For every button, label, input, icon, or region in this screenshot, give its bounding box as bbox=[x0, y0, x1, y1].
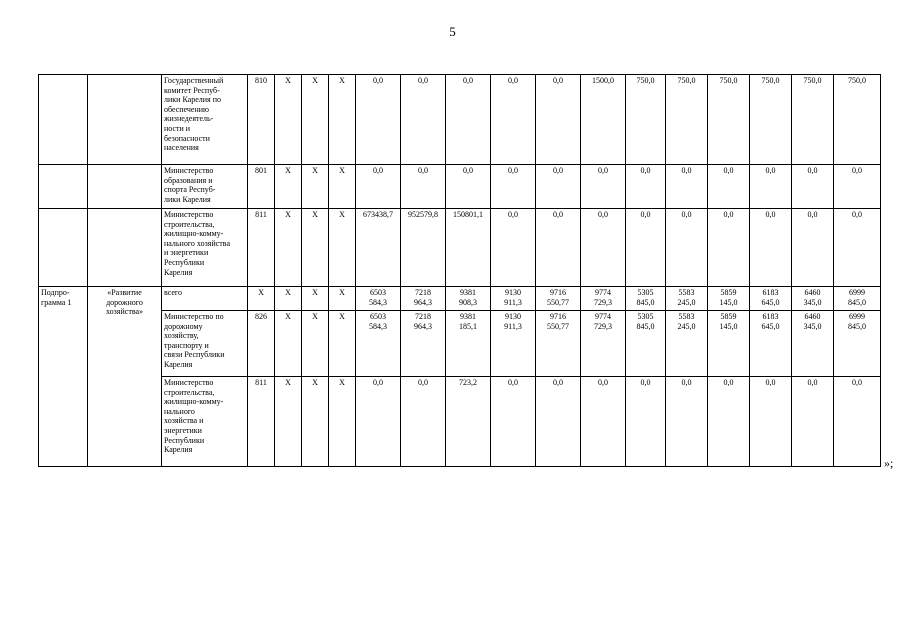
value-cell: 0,0 bbox=[834, 377, 881, 467]
value-part: 550,77 bbox=[547, 321, 569, 331]
executor-cell-line: Карелия bbox=[164, 445, 193, 455]
value-cell: 0,0 bbox=[626, 377, 666, 467]
value-cell: 0,0 bbox=[356, 165, 401, 209]
vr-cell: X bbox=[329, 75, 356, 165]
value-cell bbox=[356, 311, 401, 377]
value-cell: 750,0 bbox=[792, 75, 834, 165]
value-part: 550,77 bbox=[547, 297, 569, 307]
rz-cell: X bbox=[275, 377, 302, 467]
value-cell: 952579,8 bbox=[401, 209, 446, 287]
value-part: 9130 bbox=[505, 312, 521, 321]
table-row bbox=[39, 377, 881, 467]
executor-cell-line: Министерство bbox=[164, 166, 214, 175]
value-cell: 0,0 bbox=[834, 209, 881, 287]
executor-cell-line: жизнедеятель- bbox=[164, 114, 214, 124]
grbs-cell: 811 bbox=[248, 377, 275, 467]
executor-cell-line: дорожному bbox=[164, 321, 203, 331]
table-row bbox=[39, 311, 881, 377]
value-cell: 0,0 bbox=[708, 209, 750, 287]
value-cell: 750,0 bbox=[750, 75, 792, 165]
value-cell: 0,0 bbox=[708, 165, 750, 209]
closing-quote-mark: »; bbox=[884, 456, 894, 470]
budget-table bbox=[38, 74, 881, 467]
program-cell-line: грамма 1 bbox=[41, 297, 72, 307]
rz-cell: X bbox=[275, 165, 302, 209]
value-part: 908,3 bbox=[459, 297, 477, 307]
executor-cell bbox=[162, 209, 248, 287]
value-part: 9774 bbox=[595, 288, 611, 297]
value-cell bbox=[626, 311, 666, 377]
value-cell: 0,0 bbox=[750, 209, 792, 287]
value-cell bbox=[356, 287, 401, 311]
value-cell bbox=[446, 311, 491, 377]
value-cell: 0,0 bbox=[581, 209, 626, 287]
rz-cell: X bbox=[275, 209, 302, 287]
value-cell: 0,0 bbox=[792, 377, 834, 467]
value-part: 729,3 bbox=[594, 321, 612, 331]
value-cell: 0,0 bbox=[356, 377, 401, 467]
value-part: 6460 bbox=[804, 288, 821, 297]
value-cell: 0,0 bbox=[536, 165, 581, 209]
executor-cell bbox=[162, 287, 248, 311]
value-part: 645,0 bbox=[761, 297, 780, 307]
value-part: 845,0 bbox=[636, 321, 655, 331]
value-cell bbox=[750, 287, 792, 311]
executor-cell-line: лики Карелия по bbox=[164, 95, 222, 105]
value-cell: 0,0 bbox=[708, 377, 750, 467]
executor-cell bbox=[162, 377, 248, 467]
value-part: 911,3 bbox=[504, 321, 522, 331]
value-part: 7218 bbox=[415, 288, 431, 297]
value-part: 7218 bbox=[415, 312, 431, 321]
program-name-cell bbox=[88, 75, 162, 165]
rz-cell: X bbox=[275, 287, 302, 311]
vr-cell: X bbox=[329, 209, 356, 287]
value-cell: 0,0 bbox=[581, 377, 626, 467]
grbs-cell: X bbox=[248, 287, 275, 311]
executor-cell-line: Министерство bbox=[164, 210, 214, 219]
grbs-cell: 801 bbox=[248, 165, 275, 209]
value-cell: 0,0 bbox=[536, 75, 581, 165]
value-cell: 0,0 bbox=[536, 377, 581, 467]
executor-cell-line: комитет Респуб- bbox=[164, 85, 220, 95]
program-name-cell-line: хозяйства» bbox=[105, 307, 144, 317]
value-cell: 0,0 bbox=[401, 377, 446, 467]
value-cell: 750,0 bbox=[708, 75, 750, 165]
value-cell bbox=[834, 287, 881, 311]
executor-cell-line: Министерство bbox=[164, 378, 214, 387]
value-cell bbox=[708, 287, 750, 311]
rz-cell: X bbox=[275, 75, 302, 165]
value-part: 845,0 bbox=[636, 297, 655, 307]
value-part: 645,0 bbox=[761, 321, 780, 331]
executor-cell-line: спорта Респуб- bbox=[164, 185, 216, 195]
executor-cell-line: обеспечению bbox=[164, 104, 210, 114]
executor-cell-line: жилищно-комму- bbox=[164, 229, 224, 239]
executor-cell-line: хозяйству, bbox=[164, 331, 199, 341]
value-part: 845,0 bbox=[848, 321, 866, 331]
executor-cell bbox=[162, 165, 248, 209]
value-part: 845,0 bbox=[848, 297, 866, 307]
value-cell: 0,0 bbox=[446, 165, 491, 209]
executor-cell-line: жилищно-комму- bbox=[164, 397, 224, 407]
value-cell bbox=[536, 311, 581, 377]
value-part: 145,0 bbox=[719, 297, 738, 307]
value-part: 145,0 bbox=[719, 321, 738, 331]
value-part: 5583 bbox=[678, 288, 695, 297]
value-cell: 0,0 bbox=[401, 165, 446, 209]
value-part: 9130 bbox=[505, 288, 521, 297]
executor-cell-line: всего bbox=[164, 288, 183, 297]
executor-cell-line: связи Республики bbox=[164, 350, 225, 360]
program-cell bbox=[39, 209, 88, 287]
value-cell bbox=[491, 311, 536, 377]
value-cell: 0,0 bbox=[581, 165, 626, 209]
value-cell bbox=[750, 311, 792, 377]
executor-cell-line: Государственный bbox=[164, 76, 224, 85]
vr-cell: X bbox=[329, 311, 356, 377]
executor-cell-line: Республики bbox=[164, 257, 205, 267]
executor-cell-line: населения bbox=[164, 143, 199, 153]
value-part: 729,3 bbox=[594, 297, 612, 307]
value-cell: 750,0 bbox=[626, 75, 666, 165]
table-row bbox=[39, 209, 881, 287]
executor-cell-line: Карелия bbox=[164, 267, 193, 277]
executor-cell-line: безопасности bbox=[164, 133, 210, 143]
value-cell: 0,0 bbox=[491, 377, 536, 467]
value-cell: 0,0 bbox=[401, 75, 446, 165]
executor-cell bbox=[162, 75, 248, 165]
value-part: 584,3 bbox=[369, 321, 387, 331]
value-part: 9716 bbox=[550, 288, 566, 297]
executor-cell-line: Министерство по bbox=[164, 312, 224, 321]
value-cell: 673438,7 bbox=[356, 209, 401, 287]
value-cell: 0,0 bbox=[491, 75, 536, 165]
executor-cell-line: нального bbox=[164, 406, 195, 416]
value-part: 9716 bbox=[550, 312, 566, 321]
value-part: 5859 bbox=[720, 312, 737, 321]
value-part: 6503 bbox=[370, 288, 386, 297]
executor-cell-line: хозяйства и bbox=[164, 416, 204, 426]
value-cell: 0,0 bbox=[834, 165, 881, 209]
value-cell: 0,0 bbox=[356, 75, 401, 165]
value-cell: 1500,0 bbox=[581, 75, 626, 165]
value-part: 6183 bbox=[762, 312, 779, 321]
value-cell bbox=[708, 311, 750, 377]
value-part: 9381 bbox=[460, 312, 476, 321]
grbs-cell: 811 bbox=[248, 209, 275, 287]
value-part: 345,0 bbox=[803, 321, 822, 331]
executor-cell-line: ности и bbox=[164, 123, 191, 133]
value-cell: 0,0 bbox=[491, 209, 536, 287]
value-cell bbox=[491, 287, 536, 311]
value-cell bbox=[834, 311, 881, 377]
value-cell bbox=[581, 287, 626, 311]
value-cell: 0,0 bbox=[491, 165, 536, 209]
value-part: 5305 bbox=[637, 312, 654, 321]
program-name-cell-line: «Развитие bbox=[107, 288, 142, 297]
executor-cell-line: и энергетики bbox=[164, 248, 209, 258]
value-part: 5859 bbox=[720, 288, 737, 297]
program-cell bbox=[39, 287, 88, 467]
csr-cell: X bbox=[302, 311, 329, 377]
value-cell: 750,0 bbox=[834, 75, 881, 165]
executor-cell-line: строительства, bbox=[164, 387, 215, 397]
value-part: 9774 bbox=[595, 312, 611, 321]
executor-cell-line: Республики bbox=[164, 435, 205, 445]
value-cell: 0,0 bbox=[792, 165, 834, 209]
value-part: 964,3 bbox=[414, 297, 432, 307]
value-cell bbox=[666, 311, 708, 377]
value-part: 6999 bbox=[849, 312, 865, 321]
program-cell bbox=[39, 75, 88, 165]
value-cell: 0,0 bbox=[536, 209, 581, 287]
program-name-cell-line: дорожного bbox=[106, 297, 143, 307]
value-part: 6183 bbox=[762, 288, 779, 297]
value-part: 6999 bbox=[849, 288, 865, 297]
value-cell: 0,0 bbox=[750, 377, 792, 467]
value-part: 245,0 bbox=[677, 297, 696, 307]
grbs-cell: 810 bbox=[248, 75, 275, 165]
value-cell: 0,0 bbox=[792, 209, 834, 287]
grbs-cell: 826 bbox=[248, 311, 275, 377]
vr-cell: X bbox=[329, 165, 356, 209]
executor-cell-line: Карелия bbox=[164, 359, 193, 369]
value-cell: 723,2 bbox=[446, 377, 491, 467]
executor-cell-line: транспорту и bbox=[164, 340, 209, 350]
csr-cell: X bbox=[302, 287, 329, 311]
executor-cell-line: образования и bbox=[164, 175, 213, 185]
value-part: 6503 bbox=[370, 312, 386, 321]
value-cell bbox=[581, 311, 626, 377]
value-cell bbox=[446, 287, 491, 311]
executor-cell-line: строительства, bbox=[164, 219, 215, 229]
value-cell bbox=[536, 287, 581, 311]
executor-cell-line: нального хозяйства bbox=[164, 238, 230, 248]
value-part: 5583 bbox=[678, 312, 695, 321]
value-part: 584,3 bbox=[369, 297, 387, 307]
value-cell: 0,0 bbox=[446, 75, 491, 165]
value-cell bbox=[792, 287, 834, 311]
value-cell bbox=[626, 287, 666, 311]
value-part: 9381 bbox=[460, 288, 476, 297]
value-part: 964,3 bbox=[414, 321, 432, 331]
program-name-cell bbox=[88, 287, 162, 467]
value-cell: 750,0 bbox=[666, 75, 708, 165]
value-part: 245,0 bbox=[677, 321, 696, 331]
value-cell: 0,0 bbox=[666, 165, 708, 209]
value-part: 6460 bbox=[804, 312, 821, 321]
table-row bbox=[39, 165, 881, 209]
program-cell-line: Подпро- bbox=[41, 288, 70, 297]
table-row bbox=[39, 287, 881, 311]
value-cell: 0,0 bbox=[666, 377, 708, 467]
csr-cell: X bbox=[302, 75, 329, 165]
value-cell bbox=[792, 311, 834, 377]
value-cell: 0,0 bbox=[666, 209, 708, 287]
value-part: 911,3 bbox=[504, 297, 522, 307]
value-cell: 0,0 bbox=[626, 209, 666, 287]
value-cell bbox=[401, 311, 446, 377]
program-name-cell bbox=[88, 209, 162, 287]
csr-cell: X bbox=[302, 209, 329, 287]
value-part: 5305 bbox=[637, 288, 654, 297]
executor-cell bbox=[162, 311, 248, 377]
table-row bbox=[39, 75, 881, 165]
rz-cell: X bbox=[275, 311, 302, 377]
value-cell: 0,0 bbox=[750, 165, 792, 209]
vr-cell: X bbox=[329, 377, 356, 467]
program-cell bbox=[39, 165, 88, 209]
value-cell: 150801,1 bbox=[446, 209, 491, 287]
value-cell bbox=[666, 287, 708, 311]
program-name-cell bbox=[88, 165, 162, 209]
executor-cell-line: энергетики bbox=[164, 425, 202, 435]
value-cell: 0,0 bbox=[626, 165, 666, 209]
vr-cell: X bbox=[329, 287, 356, 311]
page-number: 5 bbox=[449, 24, 456, 39]
value-part: 345,0 bbox=[803, 297, 822, 307]
executor-cell-line: лики Карелия bbox=[164, 194, 211, 204]
value-part: 185,1 bbox=[459, 321, 477, 331]
value-cell bbox=[401, 287, 446, 311]
csr-cell: X bbox=[302, 377, 329, 467]
csr-cell: X bbox=[302, 165, 329, 209]
